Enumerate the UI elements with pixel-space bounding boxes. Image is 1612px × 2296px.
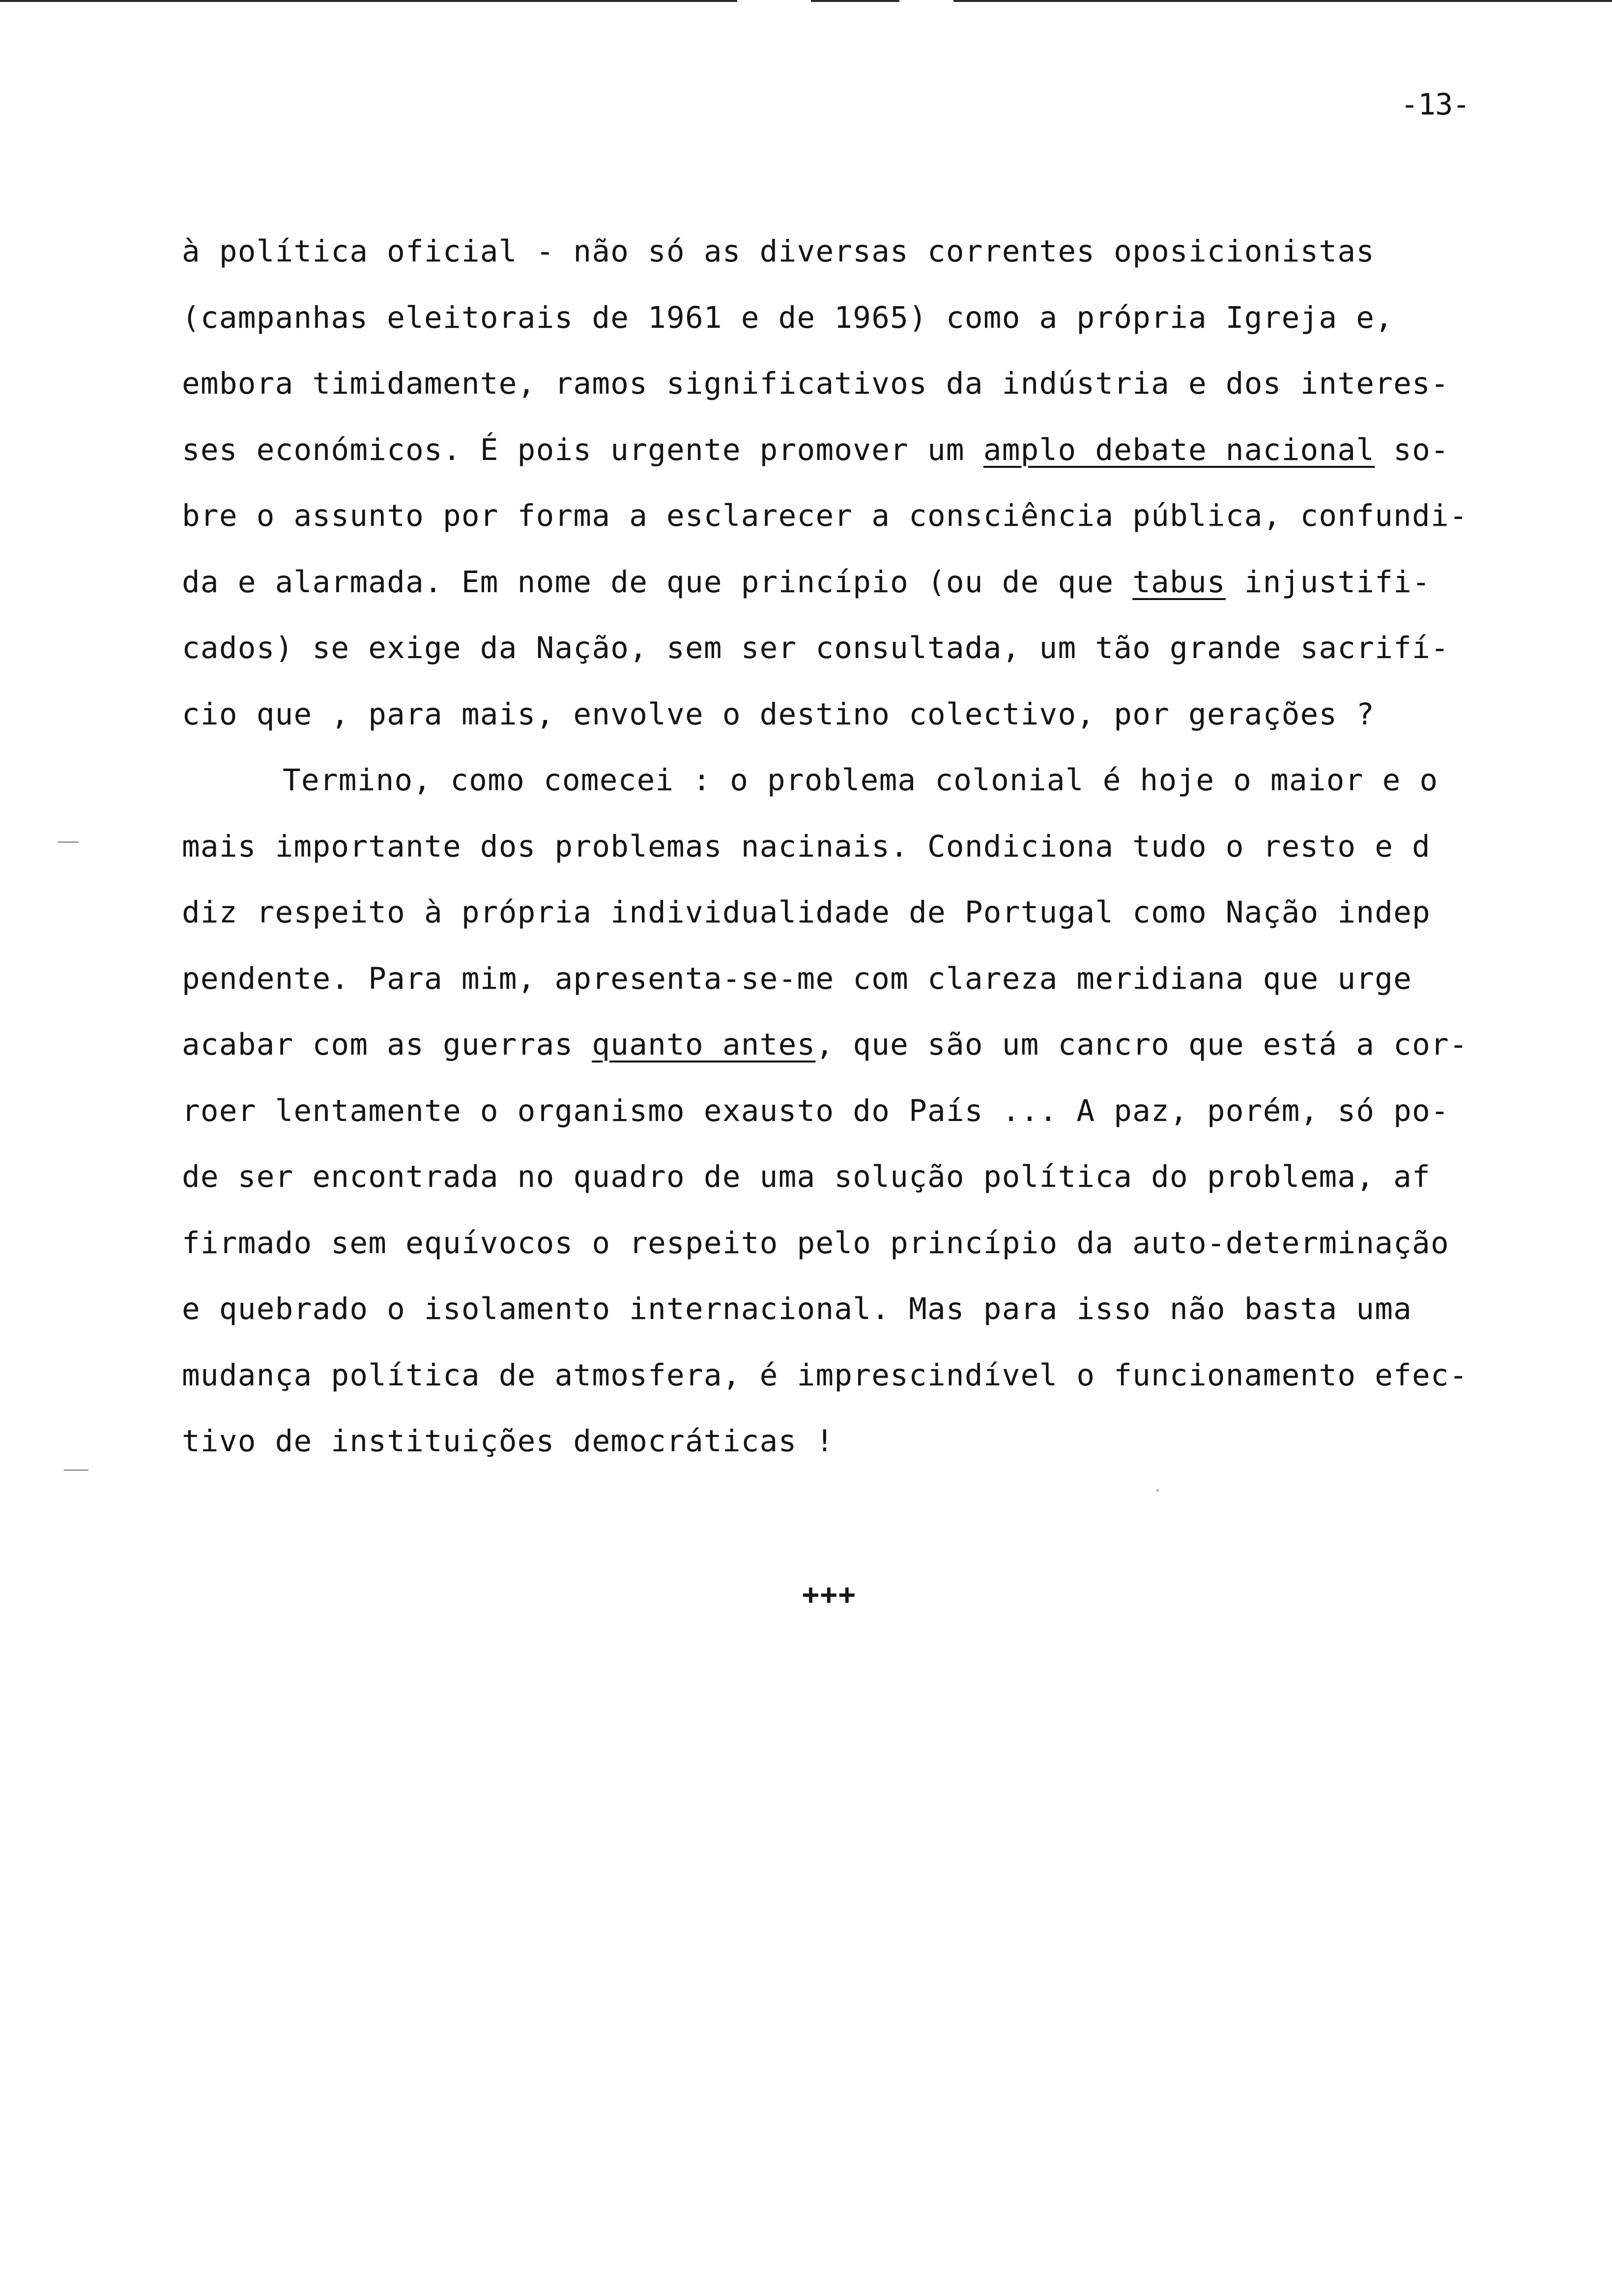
- top-rule-right: [953, 0, 1612, 2]
- text-line: embora timidamente, ramos significativos da indústria e dos interes-: [182, 366, 1449, 401]
- margin-mark: [64, 1469, 88, 1471]
- page-number: -13-: [1401, 87, 1470, 122]
- text-line: cados) se exige da Nação, sem ser consultada, um tão grande sacrifí-: [182, 631, 1449, 665]
- text-line: (campanhas eleitorais de 1961 e de 1965) como a própria Igreja e,: [182, 300, 1394, 335]
- end-of-text-mark: +++: [802, 1578, 857, 1611]
- text-line: acabar com as guerras quanto antes, que são um cancro que está a cor-: [182, 1027, 1468, 1062]
- text-line: Termino, como comecei : o problema colonial é hoje o maior e o: [283, 763, 1439, 798]
- paragraph-2: [182, 747, 1558, 1475]
- text-line: à política oficial - não só as diversas correntes oposicionistas: [182, 234, 1375, 269]
- text-line: tivo de instituições democráticas !: [182, 1424, 835, 1459]
- top-rule-middle: [811, 0, 899, 2]
- text-line: de ser encontrada no quadro de uma solução política do problema, af: [182, 1159, 1431, 1194]
- text-line: mais importante dos problemas nacinais. Condiciona tudo o resto e d: [182, 829, 1431, 864]
- text-line: pendente. Para mim, apresenta-se-me com clareza meridiana que urge: [182, 961, 1412, 996]
- text-line: mudança política de atmosfera, é imprescindível o funcionamento efec-: [182, 1357, 1468, 1393]
- text-line: bre o assunto por forma a esclarecer a consciência pública, confundi-: [182, 498, 1468, 533]
- text-line: diz respeito à própria individualidade de Portugal como Nação indep: [182, 895, 1431, 930]
- text-line: da e alarmada. Em nome de que princípio (ou de que tabus injustifi-: [182, 564, 1431, 600]
- text-line: ses económicos. É pois urgente promover um amplo debate nacional so-: [182, 432, 1449, 467]
- text-line: roer lentamente o organismo exausto do País ... A paz, porém, só po-: [182, 1093, 1449, 1128]
- text-line: cio que , para mais, envolve o destino colectivo, por gerações ?: [182, 696, 1375, 732]
- underlined-phrase: tabus: [1132, 564, 1226, 600]
- underlined-phrase: amplo debate nacional: [983, 432, 1375, 467]
- document-body: [182, 219, 1558, 1475]
- paragraph-1: [182, 219, 1558, 747]
- text-line: e quebrado o isolamento internacional. Mas para isso não basta uma: [182, 1292, 1412, 1326]
- text-line: firmado sem equívocos o respeito pelo princípio da auto-determinação: [182, 1225, 1449, 1261]
- underlined-phrase: quanto antes: [592, 1027, 816, 1062]
- top-rule-left: [0, 0, 737, 2]
- margin-mark: [58, 841, 79, 843]
- paper-speck: [1156, 1489, 1159, 1492]
